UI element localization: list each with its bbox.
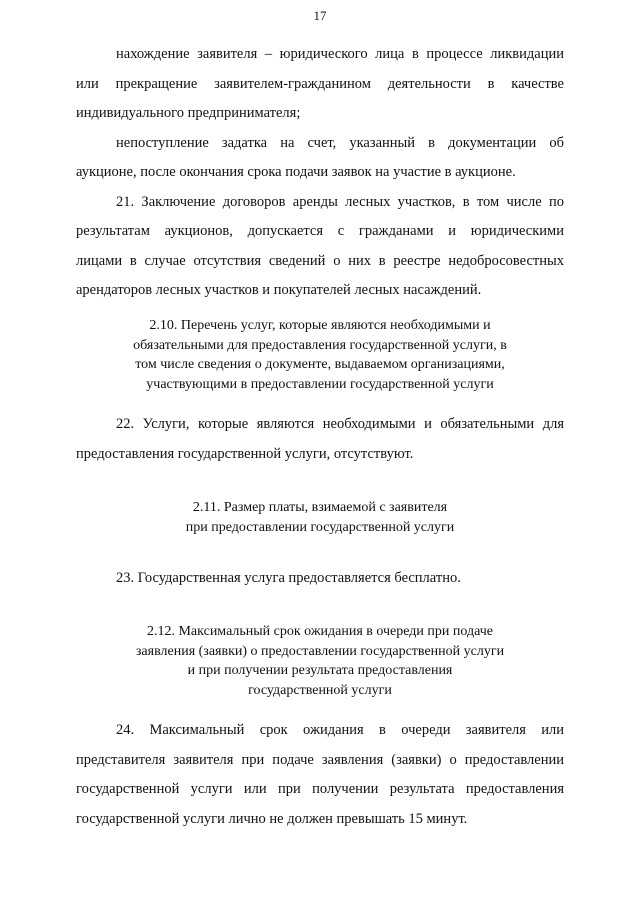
line: 24. Максимальный срок ожидания в очереди заявителя или (116, 722, 564, 738)
heading-line: и при получении результата предоставления (187, 663, 453, 678)
line: нахождение заявителя – юридического лица в процессе ликвидации (116, 46, 564, 62)
line: 22. Услуги, которые являются необходимыми и обязательными для (116, 416, 564, 432)
line: арендаторов лесных участков и покупателей лесных насаждений. (76, 282, 482, 298)
heading-line: государственной услуги (248, 682, 392, 698)
paragraph-23 (76, 564, 564, 594)
heading-line: участвующими в предоставлении государственной услуги (146, 376, 494, 392)
section-heading-2-12 (96, 622, 544, 700)
section-heading-2-10 (96, 316, 544, 394)
line: лицами в случае отсутствия сведений о них в реестре недобросовестных (76, 252, 564, 269)
text-block-continuation (76, 40, 564, 306)
heading-line: при предоставлении государственной услуги (185, 519, 455, 535)
paragraph-21 (76, 188, 564, 306)
line: результатам аукционов, допускается с гражданами и юридическими (76, 223, 564, 239)
line: представителя заявителя при подаче заявления (заявки) о предоставлении (76, 751, 564, 768)
heading-line: заявления (заявки) о предоставлении государственной услуги (135, 643, 505, 659)
heading-line: 2.11. Размер платы, взимаемой с заявителя (192, 500, 448, 515)
page-number: 17 (313, 8, 327, 23)
line: аукционе, после окончания срока подачи заявок на участие в аукционе. (76, 164, 516, 180)
heading-line: 2.10. Перечень услуг, которые являются необходимыми и (149, 318, 491, 333)
section-heading-2-11 (96, 498, 544, 537)
paragraph-deposit (76, 129, 564, 188)
paragraph-24 (76, 716, 564, 834)
heading-line: обязательными для предоставления государственной услуги, в (133, 337, 507, 353)
line: государственной услуги лично не должен превышать 15 минут. (76, 810, 468, 827)
paragraph-liquidation (76, 40, 564, 129)
heading-line: том числе сведения о документе, выдаваемом организациями, (135, 357, 505, 372)
line: индивидуального предпринимателя; (76, 105, 301, 121)
heading-line: 2.12. Максимальный срок ожидания в очереди при подаче (146, 624, 494, 639)
line: предоставления государственной услуги, отсутствуют. (76, 445, 414, 462)
paragraph-22 (76, 410, 564, 469)
line: непоступление задатка на счет, указанный в документации об (116, 134, 564, 151)
line: или прекращение заявителем-гражданином деятельности в качестве (76, 75, 564, 92)
line: 21. Заключение договоров аренды лесных участков, в том числе по (116, 193, 564, 210)
line: 23. Государственная услуга предоставляется бесплатно. (116, 570, 461, 586)
line: государственной услуги или при получении результата предоставления (76, 781, 564, 797)
